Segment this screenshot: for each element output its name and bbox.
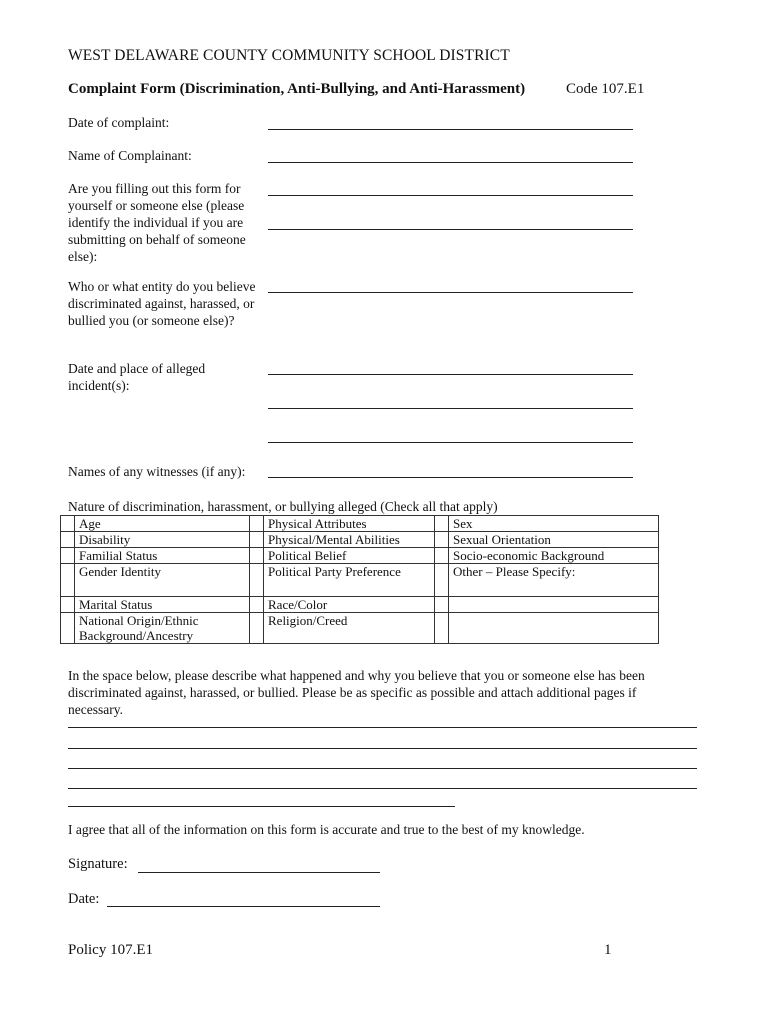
description-prompt: In the space below, please describe what happened and why you believe that you or someone else has been discriminated against, harassed, or bullied. Please be as specific as possible and attach additional pages if necessary. [68,668,645,717]
checkbox-familial-status[interactable] [61,548,75,564]
checkbox-socio-economic-background[interactable] [435,548,449,564]
option-label: Sex [449,516,659,532]
checkbox-disability[interactable] [61,532,75,548]
form-title: Complaint Form (Discrimination, Anti-Bullying, and Anti-Harassment) [68,81,526,97]
date-field[interactable] [107,906,380,907]
policy-number: Policy 107.E1 [68,942,153,958]
filling-for-label: Are you filling out this form for yourself or someone else (please identify the individual if you are submitting on behalf of someone else): [68,181,246,264]
date-of-complaint-label: Date of complaint: [68,115,170,130]
nature-checklist-table [60,515,659,644]
checkbox-religion-creed[interactable] [250,613,264,644]
checkbox-sex[interactable] [435,516,449,532]
table-row [61,548,659,564]
form-title-row [68,81,648,98]
nature-label: Nature of discrimination, harassment, or bullying alleged (Check all that apply) [68,499,498,514]
table-row [61,516,659,532]
checkbox-national-origin[interactable] [61,613,75,644]
witnesses-label: Names of any witnesses (if any): [68,464,246,479]
checkbox-empty[interactable] [435,597,449,613]
who-discriminated-label: Who or what entity do you believe discriminated against, harassed, or bullied you (or someone else)? [68,279,256,328]
option-label: Socio-economic Background [449,548,659,564]
checkbox-gender-identity[interactable] [61,564,75,597]
option-label: Other – Please Specify: [449,564,659,597]
date-place-label: Date and place of alleged incident(s): [68,361,206,393]
table-row [61,532,659,548]
who-discriminated-field[interactable] [268,292,633,293]
date-place-field-3[interactable] [268,442,633,443]
date-place-field-1[interactable] [268,374,633,375]
checkbox-sexual-orientation[interactable] [435,532,449,548]
option-label: Political Belief [264,548,435,564]
form-code: Code 107.E1 [566,81,645,97]
description-line-1[interactable] [68,727,697,728]
option-label: Age [75,516,250,532]
option-label: Sexual Orientation [449,532,659,548]
checkbox-physical-attributes[interactable] [250,516,264,532]
option-label: Marital Status [75,597,250,613]
name-of-complainant-label: Name of Complainant: [68,148,192,163]
other-specify-field[interactable] [449,597,659,613]
other-specify-field[interactable] [449,613,659,644]
signature-field[interactable] [138,872,380,873]
table-row [61,564,659,597]
option-label: Physical Attributes [264,516,435,532]
district-name: WEST DELAWARE COUNTY COMMUNITY SCHOOL DISTRICT [68,47,510,64]
option-label: Religion/Creed [264,613,435,644]
description-line-2[interactable] [68,748,697,749]
table-row [61,613,659,644]
agreement-statement: I agree that all of the information on this form is accurate and true to the best of my knowledge. [68,822,585,837]
name-of-complainant-field[interactable] [268,162,633,163]
option-label: Race/Color [264,597,435,613]
option-label: Physical/Mental Abilities [264,532,435,548]
checkbox-empty[interactable] [435,613,449,644]
option-label: Political Party Preference [264,564,435,597]
checkbox-other[interactable] [435,564,449,597]
table-row [61,597,659,613]
option-label: Familial Status [75,548,250,564]
page-number: 1 [604,942,612,958]
description-line-4[interactable] [68,788,697,789]
description-line-5[interactable] [68,806,455,807]
date-place-field-2[interactable] [268,408,633,409]
description-line-3[interactable] [68,768,697,769]
signature-label: Signature: [68,856,128,872]
checkbox-race-color[interactable] [250,597,264,613]
filling-for-field-2[interactable] [268,229,633,230]
filling-for-field-1[interactable] [268,195,633,196]
checkbox-political-belief[interactable] [250,548,264,564]
option-label: Disability [75,532,250,548]
date-label: Date: [68,891,100,907]
checkbox-physical-mental-abilities[interactable] [250,532,264,548]
checkbox-age[interactable] [61,516,75,532]
witnesses-field[interactable] [268,477,633,478]
option-label: Gender Identity [75,564,250,597]
date-of-complaint-field[interactable] [268,129,633,130]
option-label: National Origin/Ethnic Background/Ancestry [75,613,250,644]
checkbox-political-party-preference[interactable] [250,564,264,597]
checkbox-marital-status[interactable] [61,597,75,613]
